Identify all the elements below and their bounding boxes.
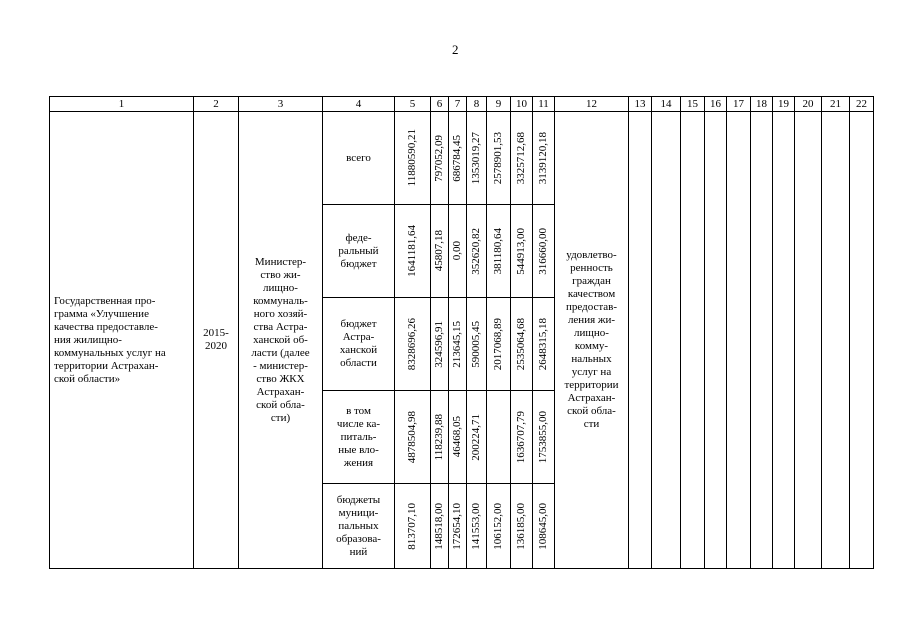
- column-number-16: 16: [705, 97, 727, 112]
- funding-year-1: [431, 391, 449, 484]
- funding-year-5: [511, 484, 533, 569]
- column-number-5: 5: [395, 97, 431, 112]
- funding-total-value: 813707,10: [406, 502, 418, 550]
- funding-year-3: [467, 298, 487, 391]
- column-number-2: 2: [194, 97, 239, 112]
- funding-total-value: 11880590,21: [406, 129, 418, 187]
- funding-year-3-value: 1353019,27: [470, 131, 482, 185]
- column-number-19: 19: [773, 97, 795, 112]
- funding-year-2-value: 172654,10: [451, 502, 463, 550]
- funding-year-2: [449, 112, 467, 205]
- funding-year-6-value: 3139120,18: [537, 131, 549, 185]
- column-number-1: 1: [50, 97, 194, 112]
- column-number-11: 11: [533, 97, 555, 112]
- column-number-22: 22: [850, 97, 874, 112]
- column-number-14: 14: [652, 97, 681, 112]
- program-table: [49, 96, 874, 569]
- funding-year-3-value: 352620,82: [470, 227, 482, 275]
- funding-year-6-value: 108645,00: [537, 502, 549, 550]
- funding-year-6-value: 316660,00: [537, 227, 549, 275]
- funding-total: [395, 484, 431, 569]
- program-name: Государственная про- грамма «Улучшение качества предоставле- ния жилищно- коммунальных услуг на территории Астрахан- ской области»: [50, 112, 194, 569]
- empty-column-15: [681, 112, 705, 569]
- funding-total: [395, 112, 431, 205]
- funding-source: феде- ральный бюджет: [323, 205, 395, 298]
- column-number-6: 6: [431, 97, 449, 112]
- funding-year-1: [431, 298, 449, 391]
- column-number-3: 3: [239, 97, 323, 112]
- funding-year-6: [533, 112, 555, 205]
- funding-year-5: [511, 112, 533, 205]
- column-number-7: 7: [449, 97, 467, 112]
- column-number-18: 18: [751, 97, 773, 112]
- funding-year-3: [467, 484, 487, 569]
- funding-total-value: 1641181,64: [406, 225, 418, 277]
- funding-total-value: 8328696,26: [406, 317, 418, 371]
- funding-year-5-value: 2535064,68: [515, 317, 527, 371]
- funding-year-3: [467, 391, 487, 484]
- funding-source: всего: [323, 112, 395, 205]
- funding-year-5-value: 3325712,68: [515, 131, 527, 185]
- column-number-13: 13: [629, 97, 652, 112]
- funding-year-3: [467, 205, 487, 298]
- empty-column-16: [705, 112, 727, 569]
- empty-column-18: [751, 112, 773, 569]
- funding-year-4: [487, 484, 511, 569]
- funding-year-2: [449, 205, 467, 298]
- funding-year-4: [487, 391, 511, 484]
- funding-year-4-value: 2017068,89: [492, 317, 504, 371]
- column-number-4: 4: [323, 97, 395, 112]
- funding-year-2-value: 46468,05: [451, 416, 463, 458]
- empty-column-19: [773, 112, 795, 569]
- empty-column-22: [850, 112, 874, 569]
- funding-year-2: [449, 391, 467, 484]
- empty-column-17: [727, 112, 751, 569]
- funding-total: [395, 205, 431, 298]
- funding-year-1-value: 797052,09: [433, 134, 445, 182]
- column-number-20: 20: [795, 97, 822, 112]
- column-number-12: 12: [555, 97, 629, 112]
- funding-year-4-value: 106152,00: [492, 502, 504, 550]
- funding-year-1: [431, 205, 449, 298]
- funding-year-6: [533, 205, 555, 298]
- funding-year-2: [449, 298, 467, 391]
- funding-source: в том числе ка- питаль- ные вло- жения: [323, 391, 395, 484]
- program-period: 2015- 2020: [194, 112, 239, 569]
- funding-year-5-value: 136185,00: [515, 502, 527, 550]
- column-number-8: 8: [467, 97, 487, 112]
- funding-year-1-value: 148518,00: [433, 502, 445, 550]
- funding-total: [395, 298, 431, 391]
- funding-year-5-value: 544913,00: [515, 227, 527, 275]
- empty-column-13: [629, 112, 652, 569]
- funding-year-1-value: 324596,91: [433, 320, 445, 368]
- funding-year-3-value: 200224,71: [470, 413, 482, 461]
- funding-total: [395, 391, 431, 484]
- column-number-9: 9: [487, 97, 511, 112]
- funding-year-6: [533, 391, 555, 484]
- funding-year-2-value: 0,00: [451, 241, 463, 261]
- column-number-10: 10: [511, 97, 533, 112]
- funding-year-5: [511, 391, 533, 484]
- column-number-17: 17: [727, 97, 751, 112]
- funding-year-4: [487, 205, 511, 298]
- funding-year-2-value: 213645,15: [451, 320, 463, 368]
- funding-year-4: [487, 112, 511, 205]
- funding-year-1: [431, 484, 449, 569]
- empty-column-21: [822, 112, 850, 569]
- funding-year-6-value: 1753855,00: [537, 410, 549, 464]
- funding-year-4-value: 381180,64: [492, 227, 504, 275]
- column-number-15: 15: [681, 97, 705, 112]
- funding-year-1: [431, 112, 449, 205]
- funding-year-3-value: 141553,00: [470, 502, 482, 550]
- funding-source: бюджет Астра- ханской области: [323, 298, 395, 391]
- empty-column-14: [652, 112, 681, 569]
- column-number-row: [50, 97, 874, 112]
- page-number: 2: [452, 42, 459, 57]
- table-row: [50, 112, 874, 205]
- program-executor: Министер- ство жи- лищно- коммуналь- ного хозяй- ства Астра- ханской об- ласти (далее - министер- ство ЖКХ Астрахан- ской обла- сти): [239, 112, 323, 569]
- funding-year-5-value: 1636707,79: [515, 410, 527, 464]
- funding-year-2-value: 686784,45: [451, 134, 463, 182]
- funding-year-6: [533, 484, 555, 569]
- funding-year-2: [449, 484, 467, 569]
- column-number-21: 21: [822, 97, 850, 112]
- funding-year-1-value: 45807,18: [433, 230, 445, 272]
- funding-year-4-value: 2578901,53: [492, 131, 504, 185]
- funding-year-6: [533, 298, 555, 391]
- funding-year-4: [487, 298, 511, 391]
- funding-year-3: [467, 112, 487, 205]
- funding-year-6-value: 2648315,18: [537, 317, 549, 371]
- funding-source: бюджеты муници- пальных образова- ний: [323, 484, 395, 569]
- funding-year-5: [511, 205, 533, 298]
- empty-column-20: [795, 112, 822, 569]
- funding-year-5: [511, 298, 533, 391]
- funding-year-1-value: 118239,88: [433, 413, 445, 461]
- target-indicator: удовлетво- ренность граждан качеством предостав- ления жи- лищно- комму- нальных услуг на территории Астрахан- ской обла- сти: [555, 112, 629, 569]
- funding-total-value: 4878504,98: [406, 410, 418, 464]
- funding-year-3-value: 590005,45: [470, 320, 482, 368]
